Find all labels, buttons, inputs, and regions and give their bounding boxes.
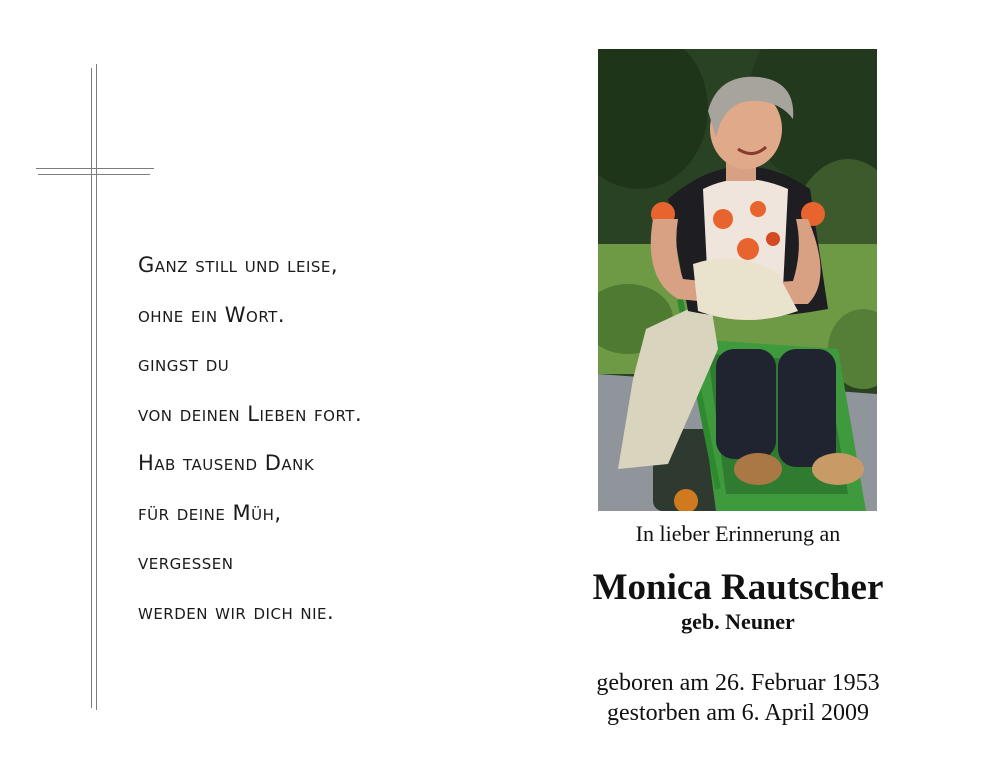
poem-line: Hab tausend Dank	[138, 451, 315, 475]
cross-vertical-line	[96, 64, 97, 710]
poem-line: von deinen Lieben fort.	[138, 401, 363, 426]
cross-horizontal-line	[36, 168, 154, 169]
poem-line: werden wir dich nie.	[138, 599, 335, 624]
portrait-illustration	[598, 49, 877, 511]
poem-line: vergessen	[138, 550, 234, 574]
poem-line: Ganz still und leise,	[138, 253, 339, 277]
poem-line: gingst du	[138, 352, 230, 376]
cross-horizontal-line	[38, 174, 150, 175]
birth-date: geboren am 26. Februar 1953	[596, 670, 880, 696]
portrait-photo	[598, 49, 877, 511]
cross-vertical-line	[91, 68, 92, 708]
memorial-poem	[138, 248, 362, 644]
memorial-intro: In lieber Erinnerung an	[635, 521, 841, 546]
maiden-name: geb. Neuner	[681, 609, 795, 634]
poem-line: ohne ein Wort.	[138, 302, 285, 327]
death-date: gestorben am 6. April 2009	[607, 700, 869, 726]
poem-line: für deine Müh,	[138, 500, 282, 525]
deceased-name: Monica Rautscher	[592, 567, 884, 608]
